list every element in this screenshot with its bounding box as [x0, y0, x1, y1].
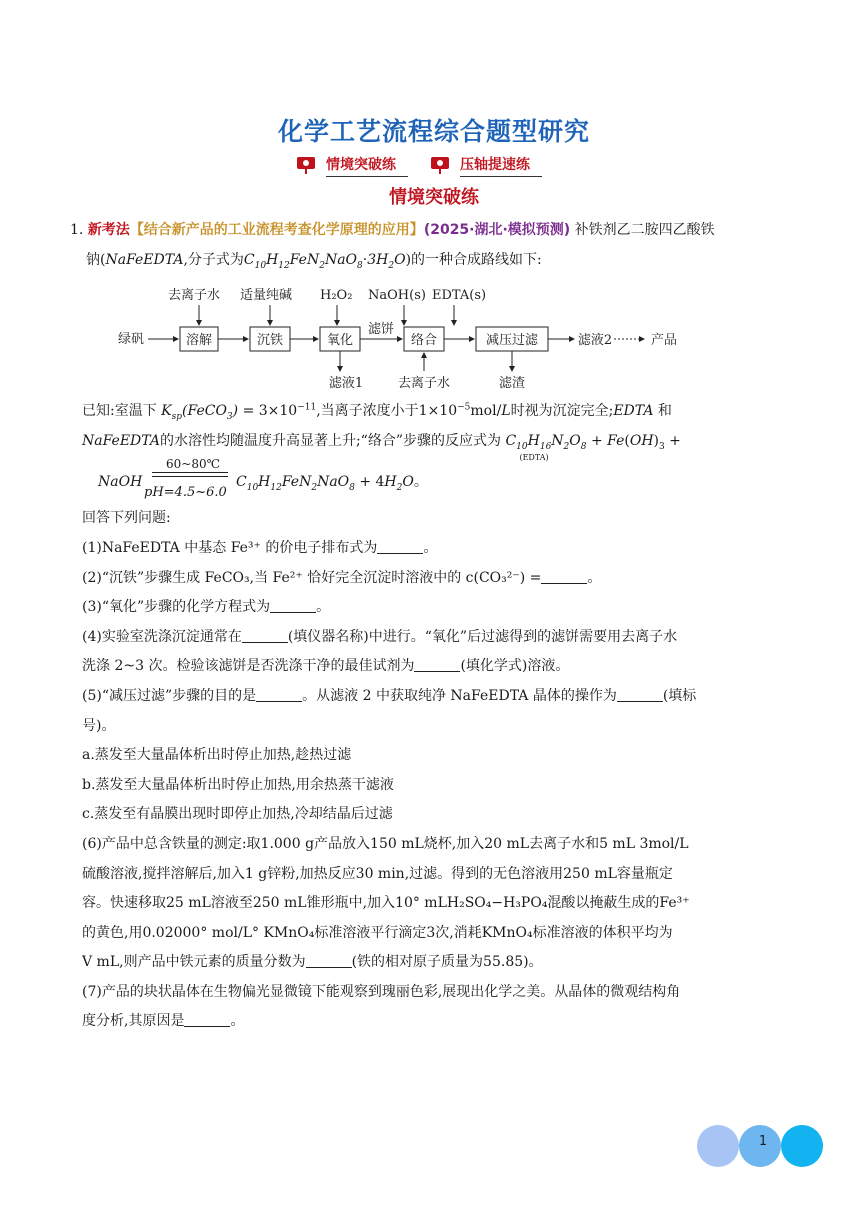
question-number: 1.	[70, 222, 84, 238]
reaction-condition-temp: 60~80℃	[166, 457, 221, 472]
question-7-line-2: 度分析,其原因是 。	[82, 1013, 245, 1030]
reaction-equation: NaOH 60~80℃ pH=4.5~6.0 $C_{10}H_{12}FeN_2NaO_8 + 4H_2O$。	[82, 456, 798, 504]
answer-blank[interactable]	[306, 953, 352, 968]
process-flowchart	[82, 277, 798, 397]
step-oxidize: 氧化	[326, 333, 354, 349]
known-text: ,当离子浓度小于	[316, 403, 419, 420]
question-text: (填仪器名称)中进行。“氧化”后过滤得到的滤饼需要用去离子水	[287, 628, 678, 645]
question-1: (1)NaFeEDTA 中基态 Fe³⁺ 的价电子排布式为 。	[82, 539, 438, 556]
tab-label: 压轴提速练	[460, 154, 542, 177]
page-number: 1	[758, 1134, 768, 1149]
start-material: 绿矾	[118, 332, 145, 348]
option-b: b.蒸发至大量晶体析出时停止加热,用余热蒸干滤液	[82, 776, 394, 793]
question-6-line-3: 容。快速移取25 mL溶液至250 mL锥形瓶中,加入10° mLH₂SO₄−H₃PO₄混酸以掩蔽生成的Fe³⁺	[82, 895, 690, 912]
ksp-expression: $K_{sp}(FeCO_3)$	[161, 403, 239, 422]
output-residue: 滤渣	[498, 376, 526, 392]
intro-text: ,分子式为	[183, 251, 244, 268]
section-tabs	[296, 152, 542, 178]
input-deionized-water-2: 去离子水	[397, 376, 451, 392]
signpost-icon	[296, 156, 316, 174]
compound-name: NaFeEDTA	[82, 432, 160, 449]
question-4	[82, 623, 798, 653]
flowchart-svg	[82, 277, 702, 397]
question-6-line-5	[82, 948, 798, 978]
question-text: 度分析,其原因是	[82, 1013, 185, 1030]
step-precipitate-iron: 沉铁	[256, 333, 284, 349]
question-text: V mL,则产品中铁元素的质量分数为	[82, 954, 306, 971]
step-complex: 络合	[410, 333, 438, 349]
label-filtrate-2: 滤液2	[577, 333, 613, 349]
question-text: (2)“沉铁”步骤生成 FeCO₃,当 Fe²⁺ 恰好完全沉淀时溶液中的 c(CO₃²⁻) =	[82, 569, 542, 586]
answer-blank[interactable]	[377, 539, 423, 554]
equals-line	[152, 476, 228, 477]
reaction-condition-ph: pH=4.5~6.0	[144, 485, 227, 501]
tab-situation-practice[interactable]	[296, 152, 408, 178]
question-text: 洗涤 2~3 次。检验该滤饼是否洗涤干净的最佳试剂为	[82, 658, 415, 675]
label-filter-cake: 滤饼	[367, 322, 395, 338]
input-h2o2: H₂O₂	[320, 288, 353, 304]
input-edta: EDTA(s)	[432, 288, 487, 304]
question-header	[70, 216, 798, 246]
intro-text: )的一种合成路线如下:	[405, 251, 542, 268]
known-text: 和	[657, 403, 672, 420]
option-a: a.蒸发至大量晶体析出时停止加热,趁热过滤	[82, 747, 352, 764]
question-body	[70, 216, 798, 1037]
option-c: c.蒸发至有晶膜出现时即停止加热,冷却结晶后过滤	[82, 806, 393, 823]
equals-line	[152, 472, 228, 473]
answer-blank[interactable]	[270, 598, 316, 613]
answer-blank[interactable]	[414, 657, 460, 672]
tag-new-method: 新考法	[87, 222, 130, 238]
question-2: (2)“沉铁”步骤生成 FeCO₃,当 Fe²⁺ 恰好完全沉淀时溶液中的 c(CO₃²⁻) = 。	[82, 569, 602, 586]
output-filtrate-1: 滤液1	[328, 376, 364, 392]
step-dissolve: 溶解	[185, 333, 213, 349]
prompt: 回答下列问题:	[82, 510, 171, 527]
question-text: 。从滤液 2 中获取纯净 NaFeEDTA 晶体的操作为	[302, 687, 617, 704]
answer-blank[interactable]	[541, 569, 587, 584]
known-line-2: NaFeEDTA的水溶性均随温度升高显著上升;“络合”步骤的反应式为 $C_{10}H_{16}N_2O_8$ (EDTA) + $Fe(OH)_3$ +	[82, 427, 798, 457]
question-4-cont	[82, 652, 798, 682]
tab-label: 情境突破练	[326, 154, 408, 177]
compound-name: NaFeEDTA	[105, 251, 184, 268]
signpost-icon	[430, 156, 450, 174]
question-6-line-1: (6)产品中总含铁量的测定:取1.000 g产品放入150 mL烧杯,加入20 mL去离子水和5 mL 3mol/L	[82, 835, 689, 852]
question-6-line-2: 硫酸溶液,搅拌溶解后,加入1 g锌粉,加热反应30 min,过滤。得到的无色溶液用250 mL容量瓶定	[82, 865, 673, 882]
question-text: (5)“减压过滤”步骤的目的是	[82, 687, 257, 704]
edta-formula: $C_{10}H_{16}N_2O_8$ (EDTA)	[505, 427, 586, 457]
answer-blank[interactable]	[184, 1012, 230, 1027]
tab-final-speedup[interactable]	[430, 152, 542, 178]
question-3: (3)“氧化”步骤的化学方程式为 。	[82, 599, 331, 616]
question-text: (填标	[662, 687, 697, 704]
page-title: 化学工艺流程综合题型研究	[277, 117, 590, 146]
tag-topic: 【结合新产品的工业流程考查化学原理的应用】	[129, 222, 424, 238]
answer-blank[interactable]	[617, 687, 663, 702]
answer-blank[interactable]	[256, 687, 302, 702]
label-product: 产品	[650, 333, 678, 349]
known-text: 的水溶性均随温度升高显著上升;“络合”步骤的反应式为	[159, 432, 501, 449]
input-soda-ash: 适量纯碱	[240, 288, 293, 304]
known-line-1: 已知:室温下 $K_{sp}(FeCO_3) = 3\times 10^{-11}$,当离子浓度小于$1\times 10^{-5}mol/L$时视为沉淀完全;EDTA 和	[82, 402, 672, 422]
question-6-line-4: 的黄色,用0.02000° mol/L° KMnO₄标准溶液平行滴定3次,消耗KMnO₄标准溶液的体积平均为	[82, 924, 673, 941]
question-text: (1)NaFeEDTA 中基态 Fe³⁺ 的价电子排布式为	[82, 539, 378, 556]
input-naoh: NaOH(s)	[368, 288, 426, 304]
molecular-formula: $C_{10}H_{12}FeN_2NaO_8\cdot 3H_2O$	[243, 251, 406, 271]
question-text: (3)“氧化”步骤的化学方程式为	[82, 599, 271, 616]
question-intro-2	[82, 246, 798, 276]
known-text: 时视为沉淀完全;	[510, 403, 614, 420]
question-5	[82, 682, 798, 712]
edta-label: (EDTA)	[519, 452, 549, 462]
question-intro-1: 补铁剂乙二胺四乙酸铁	[574, 222, 715, 238]
question-text: (填化学式)溶液。	[460, 658, 570, 675]
question-source: (2025·湖北·模拟预测)	[423, 222, 571, 238]
question-7-line-1: (7)产品的块状晶体在生物偏光显微镜下能观察到瑰丽色彩,展现出化学之美。从晶体的微观结构角	[82, 983, 681, 1000]
answer-blank[interactable]	[242, 628, 288, 643]
intro-text: 钠(	[86, 251, 106, 268]
section-title: 情境突破练	[389, 187, 479, 208]
question-5-cont: 号)。	[82, 717, 116, 734]
step-vacuum-filter: 减压过滤	[485, 333, 539, 349]
question-text: (铁的相对原子质量为55.85)。	[351, 954, 543, 971]
edta-term: EDTA	[613, 403, 654, 420]
input-deionized-water: 去离子水	[168, 288, 221, 304]
question-text: (4)实验室洗涤沉淀通常在	[82, 628, 242, 645]
known-text: 已知:室温下	[82, 403, 157, 420]
